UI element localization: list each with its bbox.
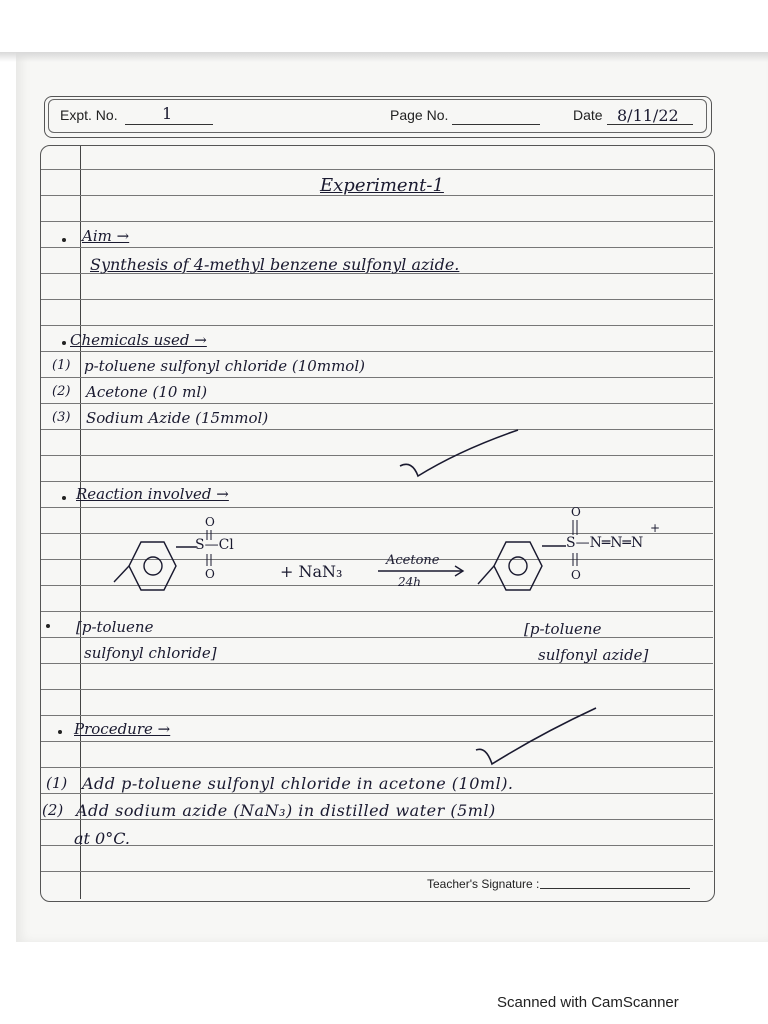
reactant-group-label: S—Cl bbox=[195, 537, 234, 553]
procedure-heading: Procedure → bbox=[74, 720, 171, 738]
svg-text:O: O bbox=[205, 567, 215, 581]
check-mark-icon bbox=[400, 430, 518, 476]
procedure-step: Add p-toluene sulfonyl chloride in acetone (10ml). bbox=[82, 774, 514, 793]
aim-heading: Aim → bbox=[82, 227, 130, 245]
arrow-bottom-label: 24h bbox=[398, 575, 421, 589]
chemical-number: (2) bbox=[52, 384, 71, 399]
chemical-number: (1) bbox=[52, 358, 71, 373]
date-label: Date bbox=[573, 107, 603, 123]
chemical-item: Sodium Azide (15mmol) bbox=[86, 409, 269, 427]
scanner-watermark: Scanned with CamScanner bbox=[497, 994, 679, 1011]
arrow-top-label: Acetone bbox=[386, 553, 440, 568]
product-group-label: S—N═N═N bbox=[566, 535, 644, 551]
teacher-signature-label: Teacher's Signature : bbox=[427, 877, 540, 891]
step-number: (1) bbox=[46, 774, 68, 792]
reagent-label: + NaN₃ bbox=[280, 562, 343, 581]
reaction-heading: Reaction involved → bbox=[76, 485, 229, 503]
check-mark-icon bbox=[476, 708, 596, 764]
procedure-step-continued: at 0°C. bbox=[74, 829, 130, 848]
svg-text:+: + bbox=[650, 521, 661, 535]
date-value: 8/11/22 bbox=[617, 106, 679, 125]
page-title: Experiment-1 bbox=[320, 175, 444, 196]
procedure-step: Add sodium azide (NaN₃) in distilled water (5ml) bbox=[76, 801, 496, 820]
expt-no-label: Expt. No. bbox=[60, 107, 118, 123]
svg-text:O: O bbox=[205, 515, 215, 529]
benzene-ring-product bbox=[478, 542, 566, 590]
signature-line bbox=[540, 888, 690, 889]
benzene-ring-reactant bbox=[114, 542, 196, 590]
reactant-name-line1: [p-toluene bbox=[76, 618, 154, 636]
svg-text:O: O bbox=[571, 568, 581, 582]
step-number: (2) bbox=[42, 801, 64, 819]
chemical-item: p-toluene sulfonyl chloride (10mmol) bbox=[84, 357, 365, 375]
expt-no-value: 1 bbox=[162, 104, 173, 123]
svg-text:O: O bbox=[571, 505, 581, 519]
page-no-label: Page No. bbox=[390, 107, 449, 123]
bullet-dot bbox=[58, 730, 62, 734]
reactant-name-line2: sulfonyl chloride] bbox=[84, 644, 217, 662]
bullet-dot bbox=[46, 624, 50, 628]
aim-text: Synthesis of 4-methyl benzene sulfonyl azide. bbox=[90, 255, 460, 274]
product-name-line1: [p-toluene bbox=[524, 620, 602, 638]
chemical-item: Acetone (10 ml) bbox=[86, 383, 208, 401]
product-name-line2: sulfonyl azide] bbox=[538, 646, 649, 664]
chemicals-heading: Chemicals used → bbox=[70, 331, 207, 349]
chemical-number: (3) bbox=[52, 410, 71, 425]
